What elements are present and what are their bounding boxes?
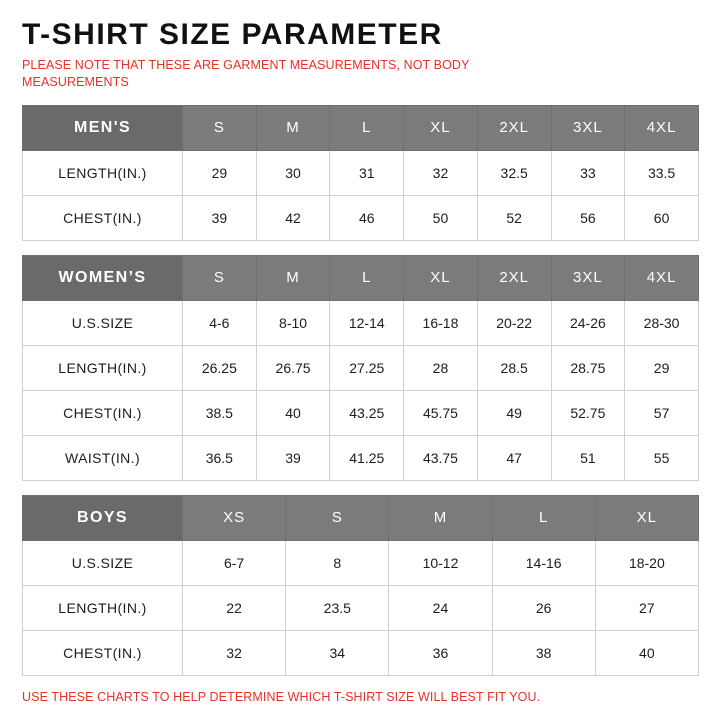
measurement-value: 28.5 (477, 345, 551, 390)
measurement-value: 41.25 (330, 435, 404, 480)
measurement-value: 36 (389, 630, 492, 675)
measurement-value: 40 (595, 630, 698, 675)
measurement-value: 38 (492, 630, 595, 675)
table-row (23, 345, 699, 390)
measurement-value: 28.75 (551, 345, 625, 390)
measurement-value: 39 (256, 435, 330, 480)
size-column-header: 3XL (551, 255, 625, 300)
table-row (23, 585, 699, 630)
measurement-value: 50 (404, 195, 478, 240)
measurement-value: 45.75 (404, 390, 478, 435)
measurement-value: 22 (183, 585, 286, 630)
table-category-label: MEN'S (23, 105, 183, 150)
measurement-value: 36.5 (183, 435, 257, 480)
size-column-header: S (183, 105, 257, 150)
measurement-label: WAIST(IN.) (23, 435, 183, 480)
measurement-label: CHEST(IN.) (23, 195, 183, 240)
size-tables-container (22, 105, 698, 676)
size-table (22, 105, 699, 241)
measurement-value: 26.75 (256, 345, 330, 390)
size-column-header: 2XL (477, 255, 551, 300)
measurement-value: 29 (625, 345, 699, 390)
size-column-header: 4XL (625, 255, 699, 300)
measurement-value: 49 (477, 390, 551, 435)
measurement-label: LENGTH(IN.) (23, 150, 183, 195)
table-row (23, 435, 699, 480)
size-column-header: XL (404, 105, 478, 150)
size-column-header: M (256, 255, 330, 300)
measurement-value: 23.5 (286, 585, 389, 630)
table-header-row (23, 105, 699, 150)
size-table (22, 495, 699, 676)
table-row (23, 150, 699, 195)
size-column-header: XL (404, 255, 478, 300)
table-header-row (23, 495, 699, 540)
table-row (23, 300, 699, 345)
measurement-value: 33.5 (625, 150, 699, 195)
measurement-value: 26 (492, 585, 595, 630)
measurement-value: 26.25 (183, 345, 257, 390)
measurement-value: 8 (286, 540, 389, 585)
measurement-label: LENGTH(IN.) (23, 585, 183, 630)
measurement-value: 32 (404, 150, 478, 195)
measurement-value: 30 (256, 150, 330, 195)
measurement-value: 43.75 (404, 435, 478, 480)
measurement-label: U.S.SIZE (23, 540, 183, 585)
measurement-label: U.S.SIZE (23, 300, 183, 345)
measurement-value: 28-30 (625, 300, 699, 345)
measurement-value: 12-14 (330, 300, 404, 345)
size-column-header: M (256, 105, 330, 150)
measurement-value: 40 (256, 390, 330, 435)
measurement-value: 27.25 (330, 345, 404, 390)
footer-note: USE THESE CHARTS TO HELP DETERMINE WHICH T-SHIRT SIZE WILL BEST FIT YOU. (22, 689, 541, 704)
measurement-value: 20-22 (477, 300, 551, 345)
measurement-value: 47 (477, 435, 551, 480)
size-table (22, 255, 699, 481)
measurement-value: 52 (477, 195, 551, 240)
size-column-header: XL (595, 495, 698, 540)
table-category-label: BOYS (23, 495, 183, 540)
measurement-value: 38.5 (183, 390, 257, 435)
measurement-value: 18-20 (595, 540, 698, 585)
measurement-value: 46 (330, 195, 404, 240)
size-column-header: S (183, 255, 257, 300)
measurement-value: 32.5 (477, 150, 551, 195)
measurement-value: 60 (625, 195, 699, 240)
size-column-header: 4XL (625, 105, 699, 150)
table-row (23, 390, 699, 435)
measurement-value: 31 (330, 150, 404, 195)
measurement-value: 43.25 (330, 390, 404, 435)
measurement-value: 51 (551, 435, 625, 480)
table-category-label: WOMEN’S (23, 255, 183, 300)
measurement-value: 34 (286, 630, 389, 675)
measurement-value: 14-16 (492, 540, 595, 585)
measurement-value: 10-12 (389, 540, 492, 585)
measurement-value: 24-26 (551, 300, 625, 345)
size-column-header: 2XL (477, 105, 551, 150)
table-row (23, 195, 699, 240)
measurement-value: 55 (625, 435, 699, 480)
size-column-header: 3XL (551, 105, 625, 150)
size-column-header: L (330, 255, 404, 300)
measurement-value: 28 (404, 345, 478, 390)
size-column-header: M (389, 495, 492, 540)
size-column-header: L (330, 105, 404, 150)
measurement-value: 32 (183, 630, 286, 675)
page-title: T-SHIRT SIZE PARAMETER (22, 18, 443, 51)
measurement-note: PLEASE NOTE THAT THESE ARE GARMENT MEASUREMENTS, NOT BODY MEASUREMENTS (22, 58, 470, 89)
measurement-value: 57 (625, 390, 699, 435)
size-column-header: L (492, 495, 595, 540)
measurement-value: 24 (389, 585, 492, 630)
measurement-value: 52.75 (551, 390, 625, 435)
table-row (23, 540, 699, 585)
measurement-value: 27 (595, 585, 698, 630)
measurement-label: CHEST(IN.) (23, 390, 183, 435)
measurement-value: 16-18 (404, 300, 478, 345)
size-column-header: XS (183, 495, 286, 540)
measurement-label: LENGTH(IN.) (23, 345, 183, 390)
measurement-value: 42 (256, 195, 330, 240)
measurement-label: CHEST(IN.) (23, 630, 183, 675)
measurement-value: 56 (551, 195, 625, 240)
measurement-value: 4-6 (183, 300, 257, 345)
size-column-header: S (286, 495, 389, 540)
table-header-row (23, 255, 699, 300)
measurement-value: 33 (551, 150, 625, 195)
measurement-value: 29 (183, 150, 257, 195)
measurement-value: 6-7 (183, 540, 286, 585)
measurement-value: 8-10 (256, 300, 330, 345)
table-row (23, 630, 699, 675)
measurement-value: 39 (183, 195, 257, 240)
